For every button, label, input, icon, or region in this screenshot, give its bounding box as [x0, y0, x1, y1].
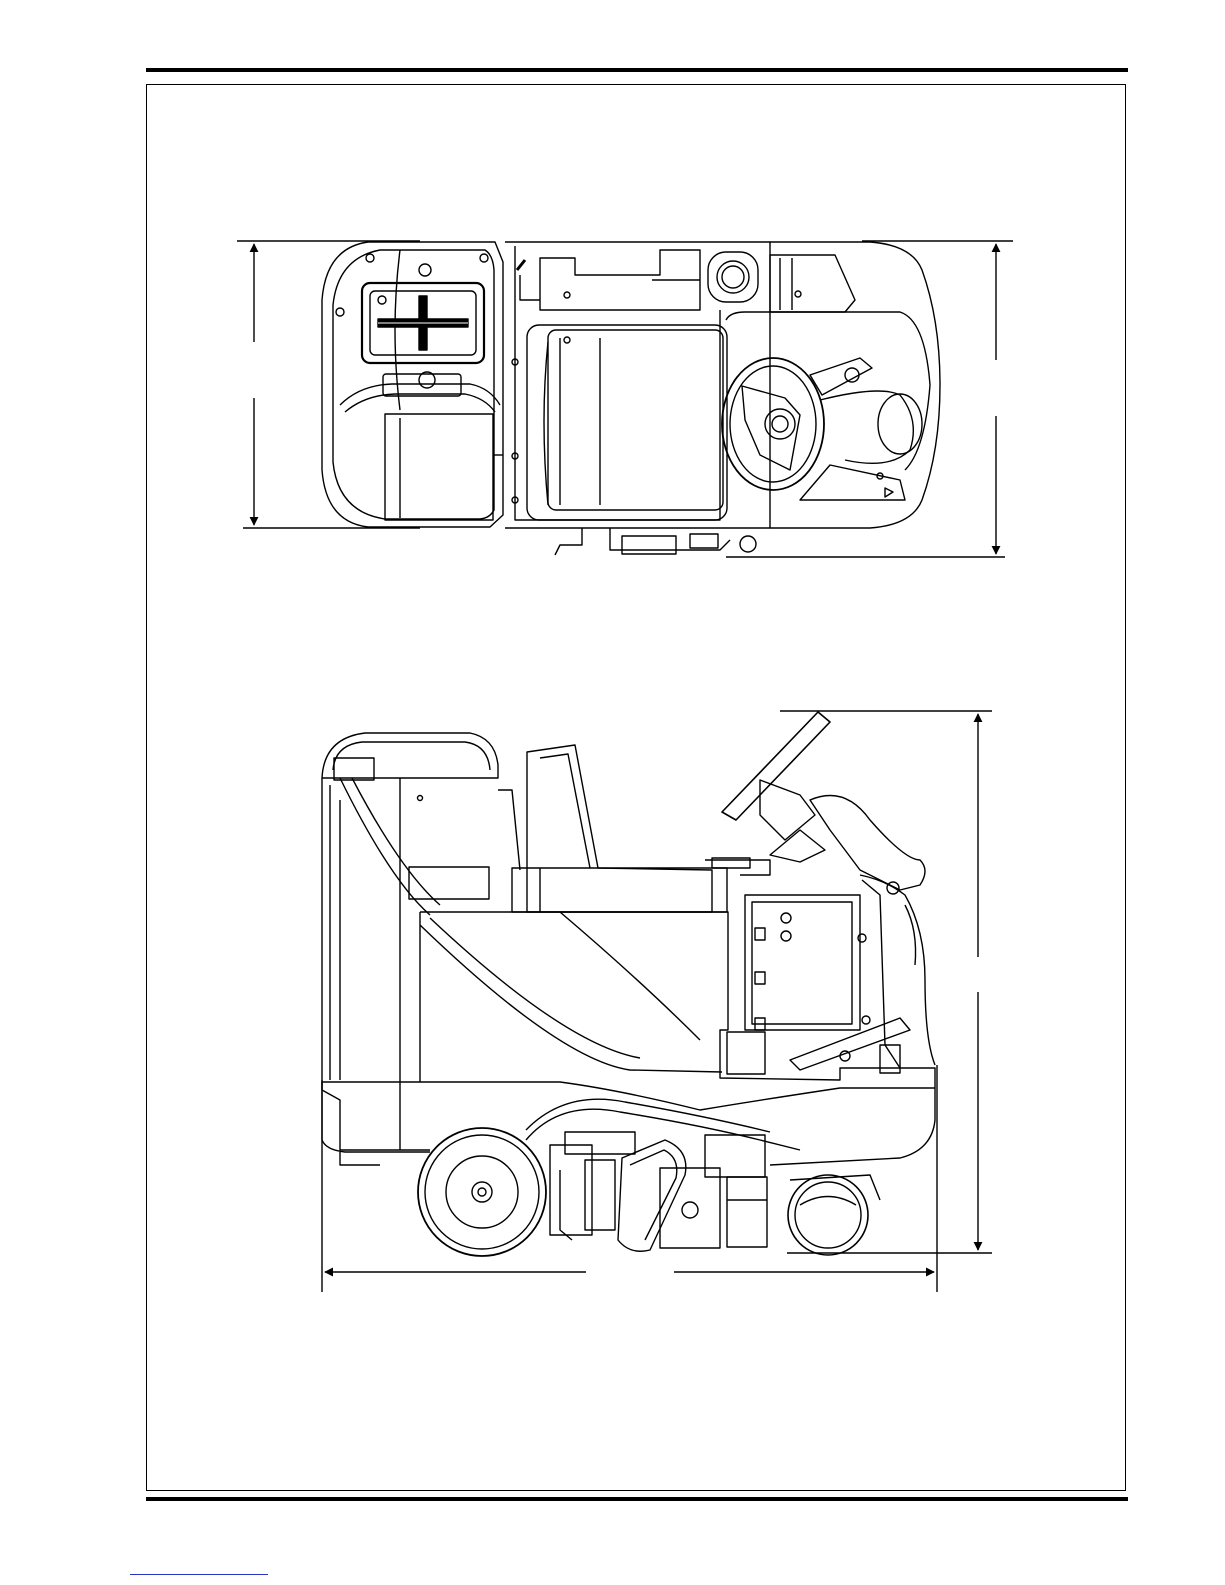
recovery-tank-side	[322, 733, 520, 1150]
front-caster-side	[788, 1175, 880, 1255]
seat-top	[505, 242, 770, 555]
height-dimension	[780, 711, 992, 1253]
side-view-drawing	[322, 711, 992, 1292]
recovery-tank-top	[322, 242, 503, 527]
steering-column-side	[722, 712, 935, 1073]
rear-wheel-side	[418, 1128, 546, 1256]
seat-side	[512, 745, 770, 912]
width-dimension-right	[726, 241, 1013, 557]
brush-deck-side	[550, 1132, 767, 1251]
control-panel-side	[745, 895, 870, 1030]
main-body-side	[322, 912, 935, 1165]
top-view-drawing	[237, 241, 1013, 557]
steering-console-top	[708, 242, 940, 528]
